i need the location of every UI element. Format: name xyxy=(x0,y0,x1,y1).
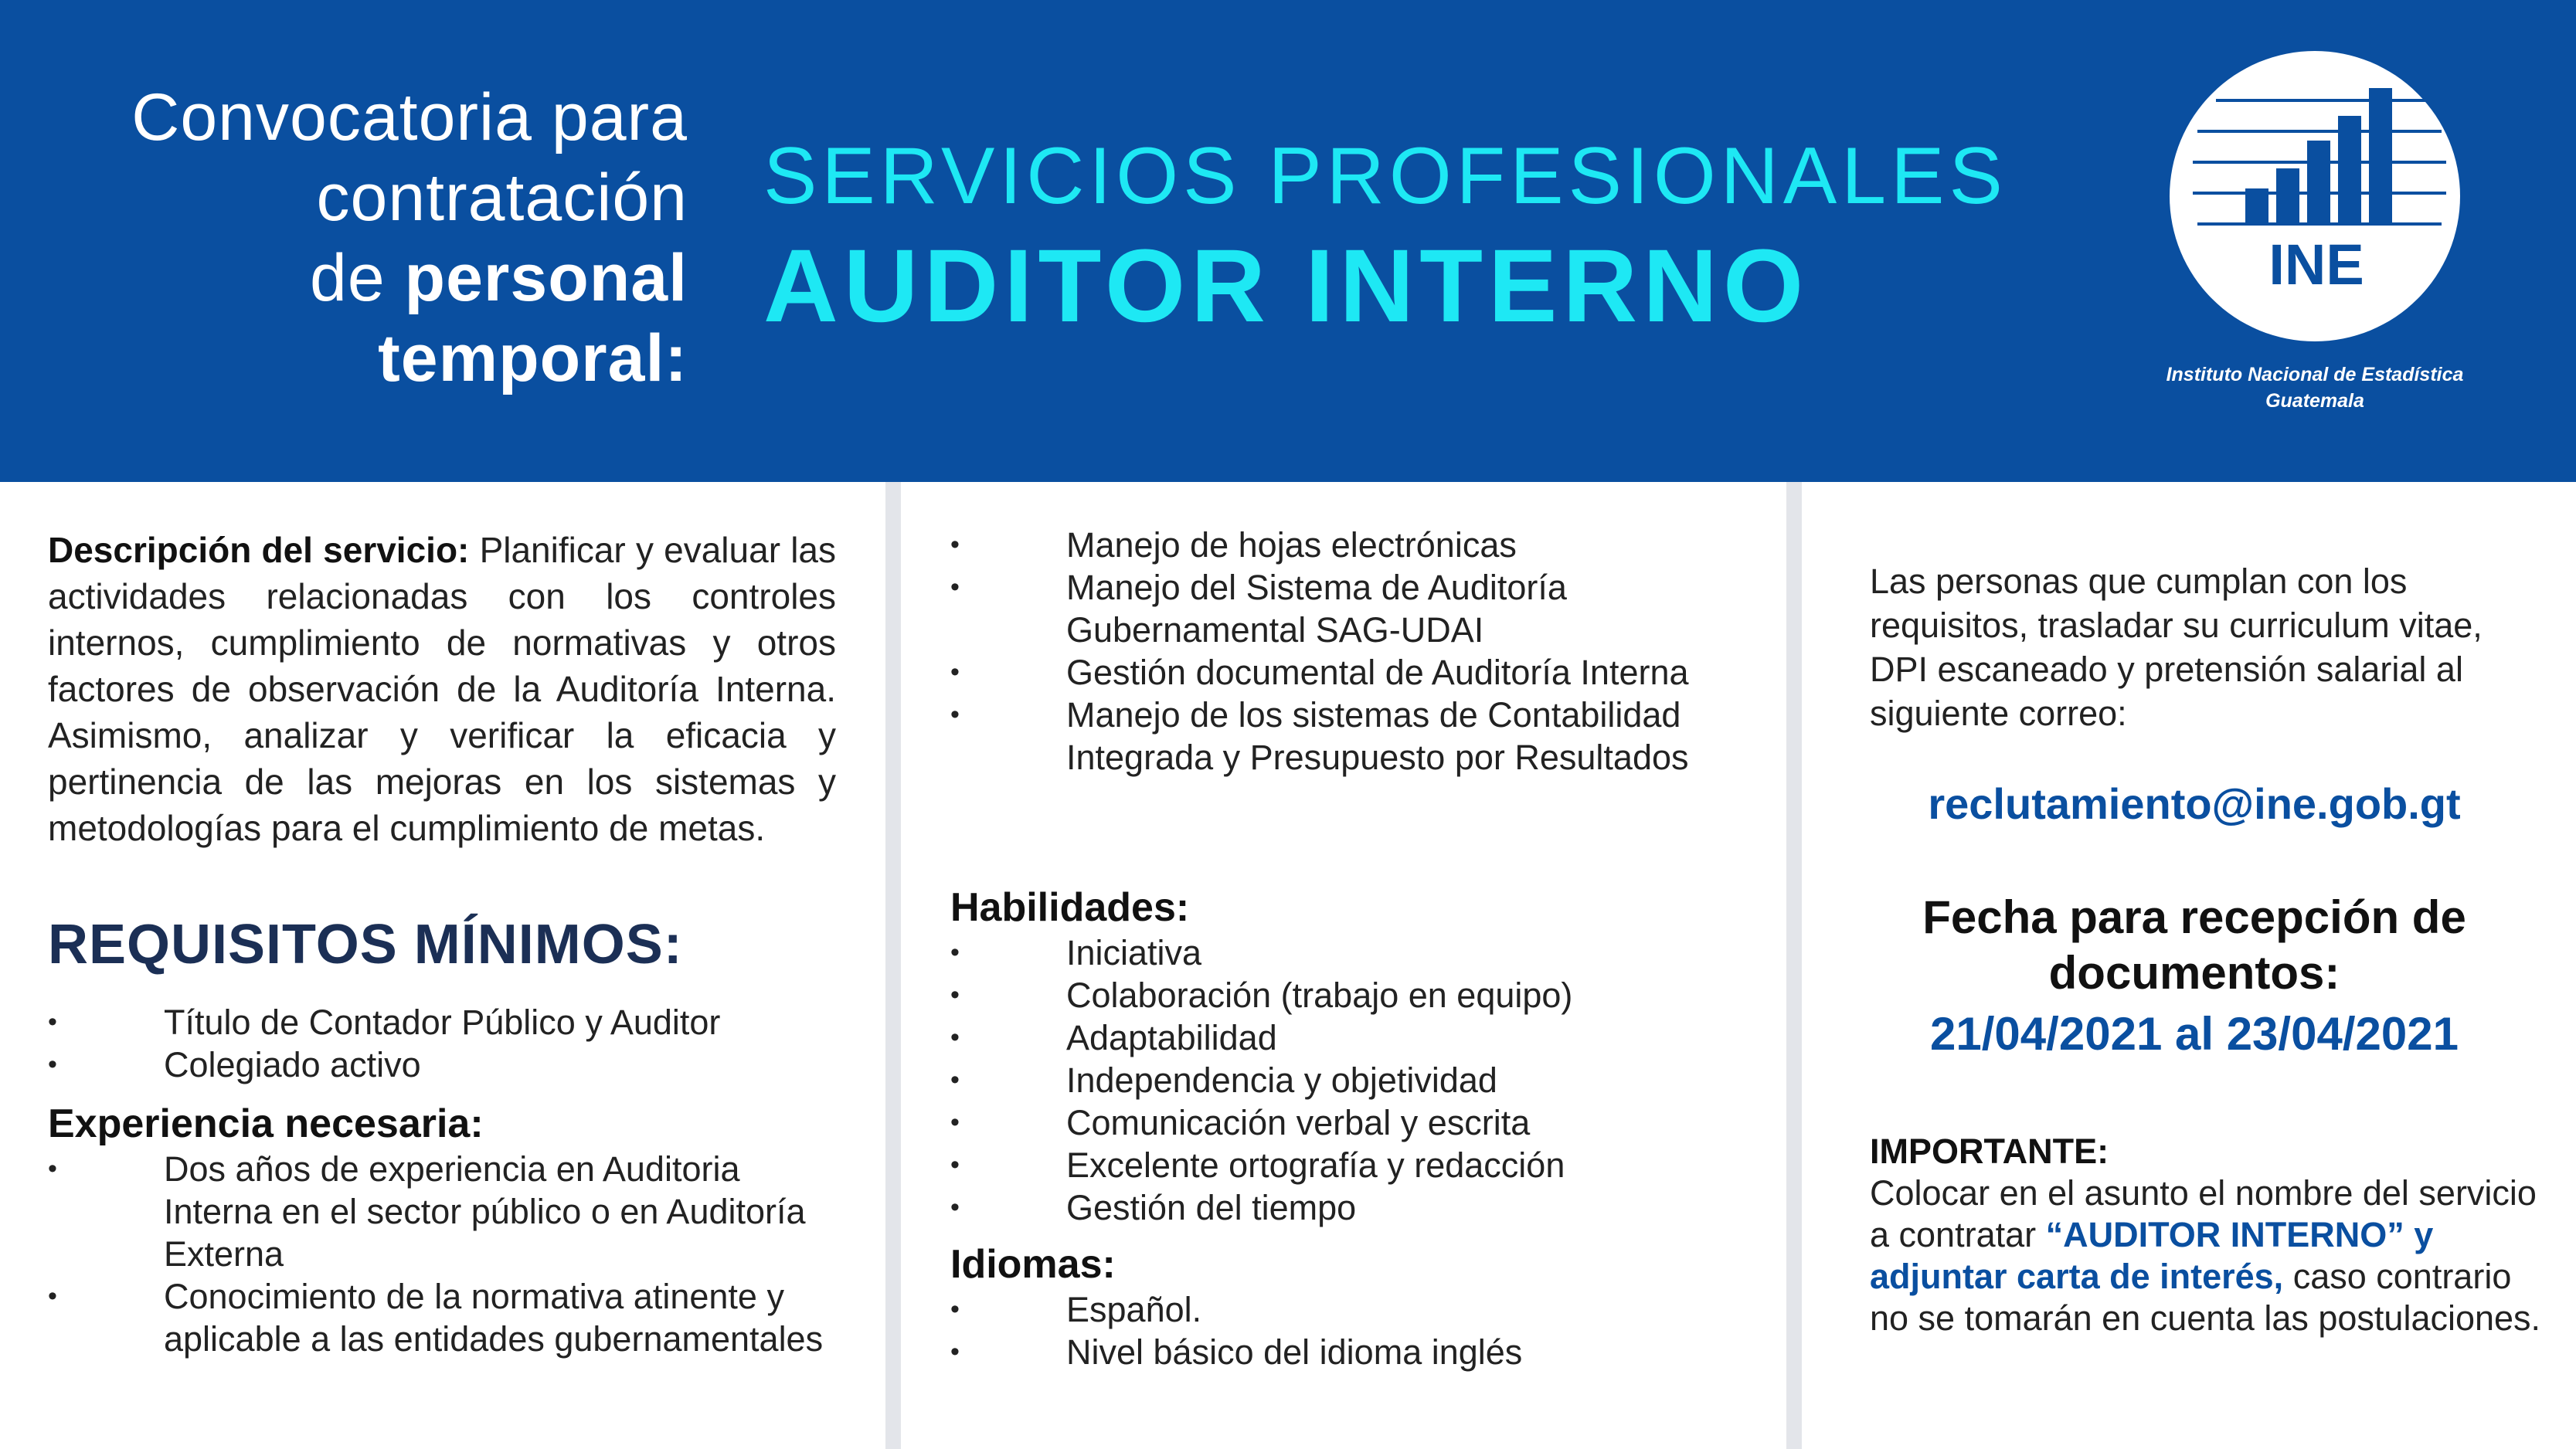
list-item: • Adaptabilidad xyxy=(950,1016,1723,1059)
logo-caption xyxy=(2109,361,2520,414)
intro-line-3 xyxy=(0,238,688,318)
list-item: • Colegiado activo xyxy=(48,1043,836,1086)
experience-title: Experiencia necesaria: xyxy=(48,1101,484,1146)
list-item: • Gestión documental de Auditoría Interna xyxy=(950,651,1723,694)
intro-line-3-bold: personal xyxy=(404,241,688,315)
intro-heading xyxy=(0,77,688,399)
list-item: • Título de Contador Público y Auditor xyxy=(48,1001,836,1043)
description-label: Descripción del servicio: xyxy=(48,530,470,570)
reception-date-label: Fecha para recepción de documentos: xyxy=(1922,891,2466,999)
list-item: • Nivel básico del idioma inglés xyxy=(950,1331,1723,1373)
intro-line-3-prefix: de xyxy=(309,241,405,315)
list-item: • Español. xyxy=(950,1288,1723,1331)
requirements-title: REQUISITOS MÍNIMOS: xyxy=(48,914,683,976)
service-type: SERVICIOS PROFESIONALES xyxy=(763,131,2007,221)
column-divider-2 xyxy=(1786,482,1802,1449)
experience-list-continued xyxy=(950,524,1723,779)
list-item: • Colaboración (trabajo en equipo) xyxy=(950,974,1723,1016)
important-text-after: caso contrario no se tomarán en cuenta las postulaciones. xyxy=(1870,1257,2541,1338)
important-text-before: Colocar en el asunto el nombre del servicio a contratar xyxy=(1870,1173,2537,1254)
intro-line-4 xyxy=(0,318,688,399)
skills-title: Habilidades: xyxy=(950,885,1190,930)
languages-list xyxy=(950,1288,1723,1373)
intro-line-4-bold: temporal: xyxy=(378,321,688,395)
recruitment-email-link[interactable]: reclutamiento@ine.gob.gt xyxy=(1928,779,2461,828)
service-description xyxy=(48,527,836,851)
intro-line-2: contratación xyxy=(316,161,688,235)
list-item: • Manejo de los sistemas de Contabilidad Integrada y Presupuesto por Resultados xyxy=(950,694,1723,779)
important-title: IMPORTANTE: xyxy=(1870,1132,2109,1171)
list-item: • Comunicación verbal y escrita xyxy=(950,1101,1723,1144)
list-item: • Independencia y objetividad xyxy=(950,1059,1723,1101)
important-highlight: “AUDITOR INTERNO” y adjuntar carta de interés, xyxy=(1870,1215,2434,1296)
list-item: • Conocimiento de la normativa atinente y aplicable a las entidades gubernamentales xyxy=(48,1275,836,1360)
position-title: AUDITOR INTERNO xyxy=(763,229,1810,344)
skills-list xyxy=(950,932,1723,1229)
ine-logo xyxy=(2170,51,2460,341)
list-item: • Dos años de experiencia en Auditoria Interna en el sector público o en Auditoría Externa xyxy=(48,1148,836,1275)
requirements-list xyxy=(48,1001,836,1086)
column-divider-1 xyxy=(885,482,901,1449)
logo-country: Guatemala xyxy=(2265,390,2364,412)
list-item: • Manejo de hojas electrónicas xyxy=(950,524,1723,566)
languages-title: Idiomas: xyxy=(950,1242,1116,1287)
header-banner xyxy=(0,0,2576,482)
list-item: • Manejo del Sistema de Auditoría Gubernamental SAG-UDAI xyxy=(950,566,1723,651)
list-item: • Excelente ortografía y redacción xyxy=(950,1144,1723,1186)
logo-acronym: INE xyxy=(2268,232,2364,297)
list-item: • Iniciativa xyxy=(950,932,1723,974)
application-instructions: Las personas que cumplan con los requisitos, trasladar su curriculum vitae, DPI escaneado y pretensión salarial al siguiente correo: xyxy=(1870,562,2483,733)
reception-date-range: 21/04/2021 al 23/04/2021 xyxy=(1930,1008,2459,1060)
logo-institution-name: Instituto Nacional de Estadística xyxy=(2166,364,2464,385)
description-text: Planificar y evaluar las actividades relacionadas con los controles internos, cumplimiento de normativas y otros factores de observación de la Auditoría Interna. Asimismo, analizar y verificar la eficacia y pertinencia de las mejoras en los sistemas y metodologías para el cumplimiento de metas. xyxy=(48,530,837,848)
important-note xyxy=(1870,1131,2550,1339)
experience-list xyxy=(48,1148,836,1360)
intro-line-1: Convocatoria para xyxy=(131,80,688,154)
list-item: • Gestión del tiempo xyxy=(950,1186,1723,1229)
